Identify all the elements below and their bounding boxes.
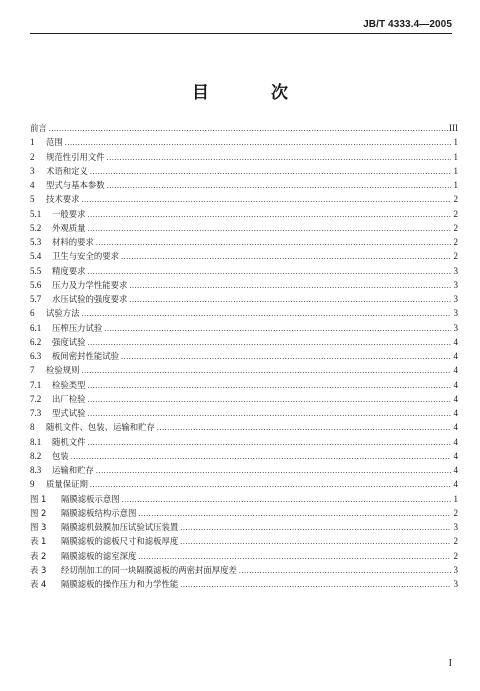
toc-dot-leader — [88, 336, 452, 350]
toc-entry[interactable] — [30, 306, 458, 320]
toc-entry-title: 包装 — [52, 450, 69, 461]
toc-entry-number: 6.1 — [30, 322, 42, 333]
toc-dot-leader — [239, 564, 451, 578]
toc-dot-leader — [88, 379, 452, 393]
toc-entry-title: 试验方法 — [46, 308, 80, 319]
toc-entry-title: 水压试验的强度要求 — [52, 294, 128, 304]
toc-entry-page: 2 — [453, 222, 458, 233]
toc-dot-leader — [65, 136, 451, 150]
toc-entry-number: 4 — [30, 180, 35, 190]
toc-entry-title: 运输和贮存 — [52, 465, 94, 475]
toc-entry-page: 3 — [453, 564, 458, 575]
toc-entry-title: 质量保证期 — [46, 479, 88, 490]
toc-entry-title: 经切削加工的同一块隔膜滤板的两密封面厚度差 — [61, 564, 237, 575]
toc-dot-leader — [180, 521, 451, 535]
toc-entry-title: 型式试验 — [52, 408, 86, 418]
toc-entry-number: 表 2 — [30, 550, 47, 561]
toc-entry[interactable] — [30, 249, 458, 263]
toc-entry[interactable] — [30, 406, 458, 420]
toc-dot-leader — [104, 322, 451, 336]
toc-entry-title: 隔膜滤机鼓膜加压试验试压装置 — [61, 522, 179, 532]
toc-entry-title: 材料的要求 — [52, 237, 94, 247]
toc-entry-number: 7.2 — [30, 393, 42, 404]
toc-entry[interactable] — [30, 264, 458, 278]
toc-entry[interactable] — [30, 534, 458, 548]
toc-entry-title: 强度试验 — [52, 336, 86, 347]
toc-dot-leader — [129, 293, 451, 307]
toc-entry-title: 检验类型 — [52, 379, 86, 390]
toc-entry[interactable] — [30, 363, 458, 377]
toc-entry-title: 压榨压力试验 — [52, 322, 103, 333]
toc-entry-page: 4 — [453, 422, 458, 433]
toc-entry-title: 隔膜滤板示意图 — [61, 493, 120, 504]
toc-entry-number: 图 1 — [30, 493, 47, 504]
toc-entry-number: 表 3 — [30, 564, 47, 575]
toc-entry-page: 4 — [453, 351, 458, 361]
toc-entry-number: 7 — [30, 365, 35, 376]
toc-entry-number: 5.1 — [30, 208, 42, 219]
toc-entry-number: 表 4 — [30, 579, 47, 589]
toc-dot-leader — [49, 122, 448, 136]
toc-entry-title: 隔膜滤板的滤室深度 — [61, 550, 137, 561]
toc-entry-page: 4 — [453, 365, 458, 376]
toc-entry-page: 2 — [453, 507, 458, 518]
toc-dot-leader — [96, 236, 451, 250]
toc-entry[interactable] — [30, 506, 458, 520]
toc-dot-leader — [88, 393, 452, 407]
toc-entry-page: 2 — [453, 208, 458, 219]
toc-entry[interactable] — [30, 178, 458, 192]
toc-dot-leader — [88, 407, 452, 421]
toc-entry-number: 图 3 — [30, 522, 47, 532]
toc-entry[interactable] — [30, 150, 458, 164]
toc-dot-leader — [82, 193, 452, 207]
toc-entry-title: 术语和定义 — [46, 165, 88, 176]
toc-entry-number: 表 1 — [30, 536, 47, 547]
toc-entry[interactable] — [30, 378, 458, 392]
toc-entry-title: 卫生与安全的要求 — [52, 251, 119, 262]
toc-entry[interactable] — [30, 392, 458, 406]
toc-entry-page: 4 — [453, 479, 458, 490]
toc-entry-page: 3 — [453, 522, 458, 532]
toc-entry-title: 隔膜滤板的操作压力和力学性能 — [61, 579, 179, 589]
toc-entry-number: 5.3 — [30, 237, 42, 247]
toc-dot-leader — [71, 450, 451, 464]
toc-dot-leader — [180, 535, 451, 549]
toc-entry-page: 4 — [453, 408, 458, 418]
toc-entry-title: 范围 — [46, 137, 63, 148]
toc-entry-page: 1 — [453, 137, 458, 148]
toc-entry-number: 3 — [30, 165, 35, 176]
toc-entry-number: 8.2 — [30, 450, 42, 461]
toc-entry-number: 6 — [30, 308, 35, 319]
toc-entry-number: 2 — [30, 151, 35, 162]
table-of-contents — [30, 121, 458, 591]
toc-entry-page: 1 — [453, 151, 458, 162]
toc-entry-page: 1 — [453, 165, 458, 176]
toc-entry[interactable] — [30, 278, 458, 292]
toc-dot-leader — [180, 578, 451, 592]
toc-entry-page: 3 — [453, 279, 458, 290]
toc-entry-title: 型式与基本参数 — [46, 180, 105, 190]
toc-entry[interactable] — [30, 577, 458, 591]
toc-entry[interactable] — [30, 207, 458, 221]
toc-dot-leader — [157, 421, 451, 435]
toc-entry-title: 规范性引用文件 — [46, 151, 105, 162]
standard-code: JB/T 4333.4—2005 — [363, 19, 452, 30]
toc-entry-number: 6.2 — [30, 336, 42, 347]
toc-entry-number: 7.3 — [30, 408, 42, 418]
toc-entry-page: 1 — [453, 180, 458, 190]
toc-entry-page: 3 — [453, 265, 458, 276]
toc-entry-number: 8.3 — [30, 465, 42, 475]
toc-dot-leader — [129, 279, 451, 293]
toc-entry[interactable] — [30, 463, 458, 477]
page-number: I — [448, 658, 452, 669]
toc-dot-leader — [107, 151, 451, 165]
toc-entry-title: 外观质量 — [52, 222, 86, 233]
toc-entry-title: 随机文件 — [52, 436, 86, 447]
toc-entry[interactable] — [30, 321, 458, 335]
toc-entry[interactable] — [30, 477, 458, 491]
toc-entry[interactable] — [30, 335, 458, 349]
toc-entry-page: 2 — [453, 251, 458, 262]
toc-entry-number: 6.3 — [30, 351, 42, 361]
toc-entry[interactable] — [30, 492, 458, 506]
toc-entry-page: 2 — [453, 536, 458, 547]
toc-entry-page: 4 — [453, 393, 458, 404]
toc-entry-page: 3 — [453, 322, 458, 333]
toc-entry-title: 出厂检验 — [52, 393, 86, 404]
toc-dot-leader — [88, 436, 452, 450]
toc-dot-leader — [121, 250, 451, 264]
toc-entry[interactable] — [30, 449, 458, 463]
toc-entry-page: 4 — [453, 450, 458, 461]
toc-entry-title: 精度要求 — [52, 265, 86, 276]
toc-entry-number: 7.1 — [30, 379, 42, 390]
toc-entry-title: 随机文件、包装、运输和贮存 — [46, 422, 155, 433]
toc-entry-title: 一般要求 — [52, 208, 86, 219]
toc-dot-leader — [138, 507, 451, 521]
toc-entry[interactable] — [30, 221, 458, 235]
toc-dot-leader — [121, 350, 451, 364]
toc-entry[interactable] — [30, 420, 458, 434]
toc-entry-page: 3 — [453, 294, 458, 304]
toc-entry[interactable] — [30, 235, 458, 249]
toc-dot-leader — [107, 179, 451, 193]
toc-entry[interactable] — [30, 135, 458, 149]
toc-dot-leader — [90, 165, 451, 179]
toc-entry-number: 9 — [30, 479, 35, 490]
toc-entry-number: 5.2 — [30, 222, 42, 233]
toc-dot-leader — [90, 478, 451, 492]
toc-dot-leader — [96, 464, 451, 478]
toc-entry[interactable] — [30, 520, 458, 534]
toc-entry-page: 4 — [453, 436, 458, 447]
toc-dot-leader — [88, 265, 452, 279]
toc-entry-page: 3 — [453, 308, 458, 319]
toc-entry-title: 隔膜滤板的滤板尺寸和滤板厚度 — [61, 536, 179, 547]
toc-entry-page: 1 — [453, 493, 458, 504]
toc-dot-leader — [82, 364, 452, 378]
toc-entry[interactable] — [30, 549, 458, 563]
toc-entry-page: 4 — [453, 465, 458, 475]
toc-entry[interactable] — [30, 164, 458, 178]
toc-entry-number: 5.5 — [30, 265, 42, 276]
toc-entry[interactable] — [30, 192, 458, 206]
toc-entry-number: 5.6 — [30, 279, 42, 290]
toc-dot-leader — [122, 493, 451, 507]
toc-entry-number: 5.4 — [30, 251, 42, 262]
toc-entry-number: 5.7 — [30, 294, 42, 304]
toc-entry-number: 5 — [30, 194, 35, 205]
toc-entry[interactable] — [30, 292, 458, 306]
toc-entry-page: 2 — [453, 194, 458, 205]
toc-entry-title: 隔膜滤板结构示意图 — [61, 507, 137, 518]
toc-entry-page: 4 — [453, 379, 458, 390]
page-title: 目 次 — [192, 83, 316, 103]
header-rule — [30, 33, 452, 34]
toc-entry-title: 技术要求 — [46, 194, 80, 205]
toc-entry-title: 板间密封性能试验 — [52, 351, 119, 361]
toc-entry-number: 1 — [30, 137, 35, 148]
toc-entry-page: 2 — [453, 550, 458, 561]
toc-entry[interactable] — [30, 349, 458, 363]
toc-entry-page: 3 — [453, 579, 458, 589]
toc-entry[interactable] — [30, 435, 458, 449]
toc-entry-number: 8.1 — [30, 436, 42, 447]
toc-dot-leader — [82, 307, 452, 321]
toc-entry-page: III — [449, 123, 458, 133]
toc-dot-leader — [138, 550, 451, 564]
toc-dot-leader — [88, 222, 452, 236]
toc-entry-title: 前言 — [30, 123, 47, 133]
toc-entry-number: 8 — [30, 422, 35, 433]
toc-entry[interactable] — [30, 121, 458, 135]
toc-entry-number: 图 2 — [30, 507, 47, 518]
toc-entry[interactable] — [30, 563, 458, 577]
toc-entry-title: 检验规则 — [46, 365, 80, 376]
toc-entry-title: 压力及力学性能要求 — [52, 279, 128, 290]
toc-entry-page: 2 — [453, 237, 458, 247]
toc-entry-page: 4 — [453, 336, 458, 347]
toc-dot-leader — [88, 208, 452, 222]
